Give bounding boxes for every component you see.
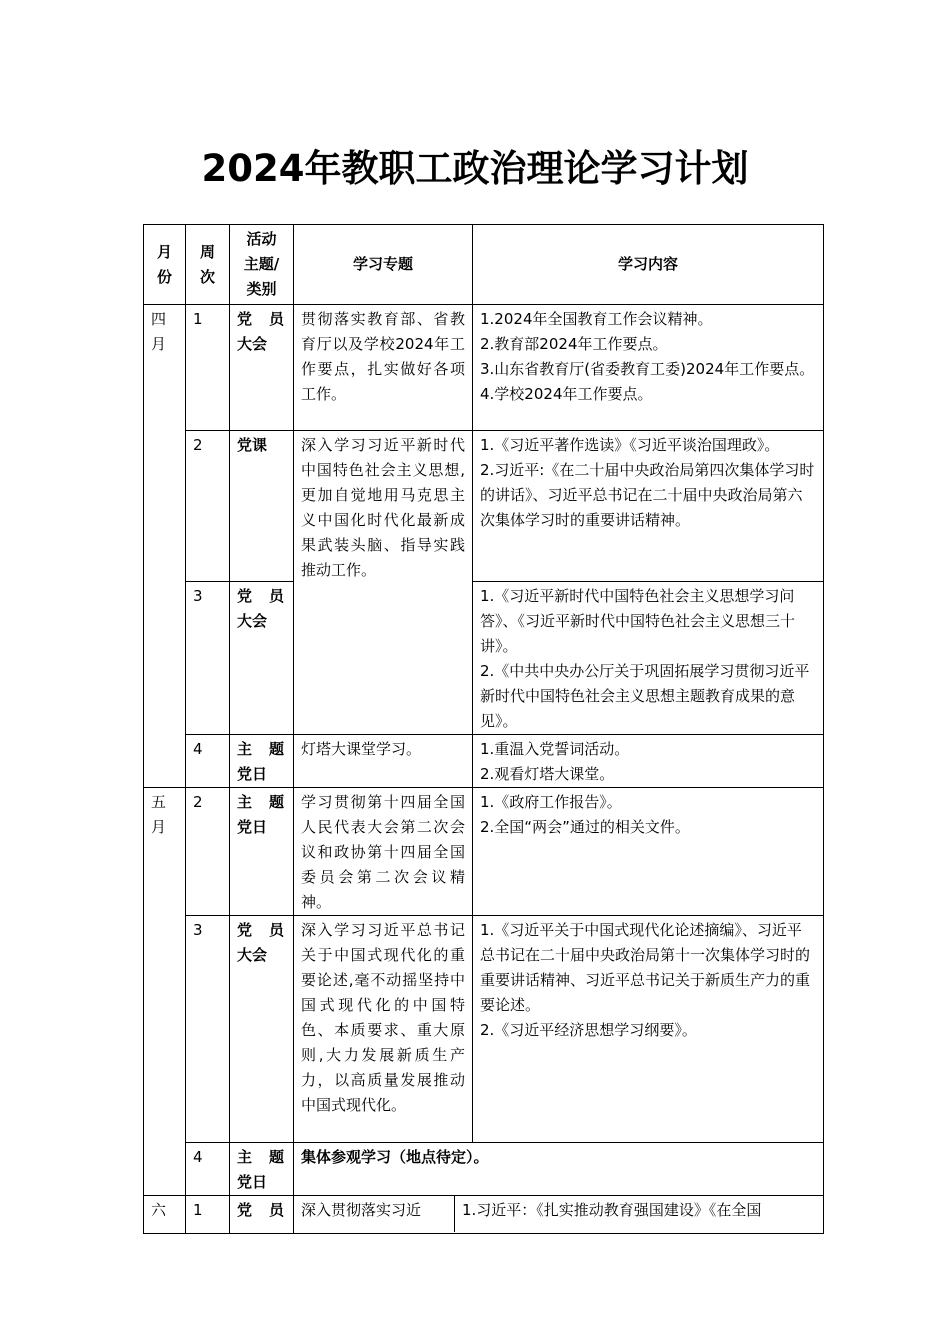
header-month: 月 份 — [144, 225, 186, 305]
category-cell: 主 题 党日 — [230, 788, 294, 916]
topic-cell: 深入学习习近平总书记关于中国式现代化的重要论述,毫不动摇坚持中国式现代化的中国特色、本质要求、重大原则,大力发展新质生产力，以高质量发展推动中国式现代化。 — [294, 916, 473, 1143]
header-week: 周 次 — [186, 225, 230, 305]
week-cell: 2 — [186, 788, 230, 916]
week-cell: 1 — [186, 305, 230, 431]
content-cell: 1.《习近平著作选读》《习近平谈治国理政》。 2.习近平:《在二十届中央政治局第四次集体学习时的讲话》、习近平总书记在二十届中央政治局第六次集体学习时的重要讲话精神。 — [473, 431, 824, 582]
week-cell: 2 — [186, 431, 230, 582]
content-cell: 1.习近平：《扎实推动教育强国建设》《在全国 — [462, 1201, 762, 1219]
topic-cell: 贯彻落实教育部、省教育厅以及学校2024年工作要点，扎实做好各项工作。 — [294, 305, 473, 431]
content-cell: 1.《政府工作报告》。 2.全国“两会”通过的相关文件。 — [473, 788, 824, 916]
month-cell-june: 六 — [144, 1196, 186, 1234]
june-split-cell — [294, 1196, 824, 1234]
content-cell: 1.《习近平关于中国式现代化论述摘编》、习近平总书记在二十届中央政治局第十一次集体学习时的重要讲话精神、习近平总书记关于新质生产力的重要论述。 2.《习近平经济思想学习纲要》。 — [473, 916, 824, 1143]
header-topic: 学习专题 — [294, 225, 473, 305]
table-row — [144, 1143, 824, 1196]
week-cell: 4 — [186, 735, 230, 788]
week-cell: 3 — [186, 582, 230, 735]
table-row — [144, 431, 824, 582]
page-title: 2024年教职工政治理论学习计划 — [201, 147, 749, 190]
topic-cell: 学习贯彻第十四届全国人民代表大会第二次会议和政协第十四届全国委员会第二次会议精神。 — [294, 788, 473, 916]
topic-cell: 深入学习习近平新时代中国特色社会主义思想,更加自觉地用马克思主义中国化时代化最新成果武装头脑、指导实践推动工作。 — [294, 431, 473, 735]
category-cell: 党课 — [230, 431, 294, 582]
table-row — [144, 305, 824, 431]
content-cell: 1.重温入党誓词活动。 2.观看灯塔大课堂。 — [473, 735, 824, 788]
header-category: 活动 主题/ 类别 — [230, 225, 294, 305]
week-cell: 3 — [186, 916, 230, 1143]
category-cell: 党 员 大会 — [230, 582, 294, 735]
category-cell: 党 员 大会 — [230, 305, 294, 431]
table-row — [144, 1196, 824, 1234]
table-row — [144, 916, 824, 1143]
topic-cell: 灯塔大课堂学习。 — [294, 735, 473, 788]
study-plan-table — [143, 224, 824, 1234]
category-cell: 党 员 — [230, 1196, 294, 1234]
content-cell: 1.《习近平新时代中国特色社会主义思想学习问答》、《习近平新时代中国特色社会主义思想三十讲》。 2.《中共中央办公厅关于巩固拓展学习贯彻习近平新时代中国特色社会主义思想主题教育成果的意见》。 — [473, 582, 824, 735]
content-cell: 1.2024年全国教育工作会议精神。 2.教育部2024年工作要点。 3.山东省教育厅(省委教育工委)2024年工作要点。 4.学校2024年工作要点。 — [473, 305, 824, 431]
month-cell-may: 五 月 — [144, 788, 186, 1196]
table-row — [144, 582, 824, 735]
category-cell: 党 员 大会 — [230, 916, 294, 1143]
month-cell-april: 四 月 — [144, 305, 186, 788]
topic-cell: 深入贯彻落实习近 — [294, 1196, 455, 1232]
header-content: 学习内容 — [473, 225, 824, 305]
category-cell: 主 题 党日 — [230, 735, 294, 788]
table-row — [144, 735, 824, 788]
header-row — [144, 225, 824, 305]
merged-topic-cell: 集体参观学习（地点待定）。 — [294, 1143, 824, 1196]
week-cell: 4 — [186, 1143, 230, 1196]
table-row — [144, 788, 824, 916]
week-cell: 1 — [186, 1196, 230, 1234]
category-cell: 主 题 党日 — [230, 1143, 294, 1196]
